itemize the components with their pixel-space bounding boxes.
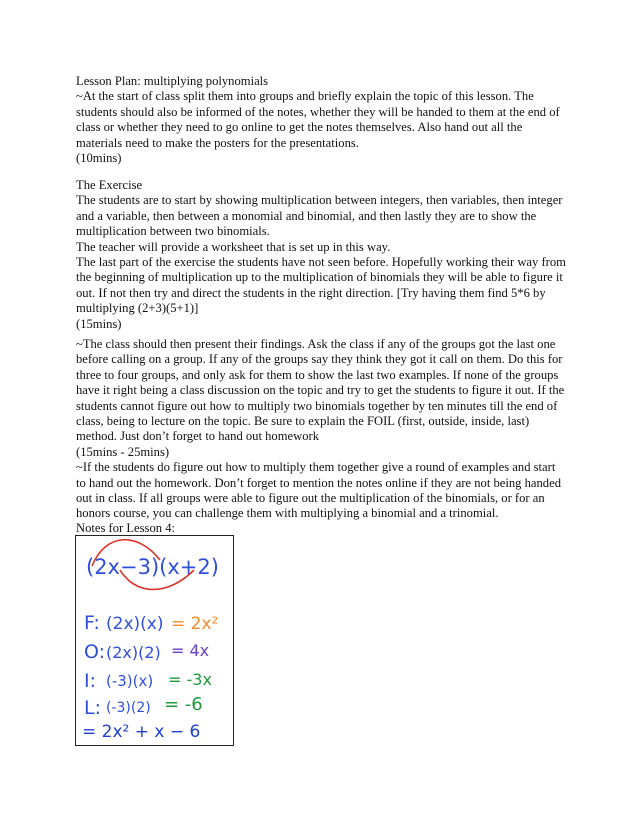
o-work: (2x)(2) [106,643,161,662]
intro-paragraph: ~At the start of class split them into groups and briefly explain the topic of this lesson. The students should also be informed of the notes, whether they will be handed to them at the end of class or whether they need to go online to get the notes themselves. Also hand out all the materials need to make the posters for the presentations. [76,89,560,150]
problem-expression: (2x−3)(x+2) [86,555,219,579]
o-result: = 4x [171,641,210,660]
closing-paragraph: ~If the students do figure out how to multiply them together give a round of examples and start to hand out the homework. Don’t forget to mention the notes online if they are not being handed out in class. If all groups were able to figure out the multiplication of the binomials, or for an honors course, you can challenge them with multiplying a binomial and a trinomial. [76,460,561,521]
exercise-paragraph-3: The last part of the exercise the students have not seen before. Hopefully working their way from the beginning of multiplication up to the multiplication of binomials they will be able to figure it out. If not then try and direct the students in the right direction. [Try having them find 5*6 by multiplying (2+3)(5+1)] [76,255,566,316]
exercise-section [76,178,566,332]
exercise-heading: The Exercise [76,178,143,192]
presentation-section [76,337,566,522]
intro-time: (10mins) [76,151,122,166]
lesson-title: Lesson Plan: multiplying polynomials [76,74,269,88]
f-label: F: [84,612,100,634]
intro-section [76,74,566,166]
notes-image [75,535,234,746]
presentation-paragraph: ~The class should then present their findings. Ask the class if any of the groups got the last one before calling on a group. If any of the groups say they think they got it call on them. Do this for three to four groups, and only ask for them to show the last two examples. If none of the groups have it right being a class discussion on the topic and try to get the students to figure it out. If the students cannot figure out how to multiply two binomials together by ten minutes till the end of class, being to lecture on the topic. Be sure to explain the FOIL (first, outside, inside, last) method. Just don’t forget to hand out homework [76,337,565,444]
exercise-paragraph-2: The teacher will provide a worksheet that is set up in this way. [76,239,391,254]
f-work: (2x)(x) [106,614,164,634]
l-result: = -6 [164,694,203,715]
exercise-paragraph-1: The students are to start by showing multiplication between integers, then variables, then integer and a variable, then between a monomial and binomial, and then lastly they are to show the multiplication between two binomials. [76,193,563,239]
o-label: O: [84,641,106,663]
handwritten-foil-notes [76,536,233,745]
l-work: (-3)(2) [106,700,151,716]
i-result: = -3x [168,670,212,689]
presentation-time: (15mins - 25mins) [76,444,170,459]
i-work: (-3)(x) [106,672,154,690]
i-label: I: [84,670,97,692]
f-result: = 2x² [171,614,219,634]
notes-heading: Notes for Lesson 4: [76,521,175,535]
final-answer: = 2x² + x − 6 [82,722,201,742]
exercise-time: (15mins) [76,316,122,331]
l-label: L: [84,697,101,719]
